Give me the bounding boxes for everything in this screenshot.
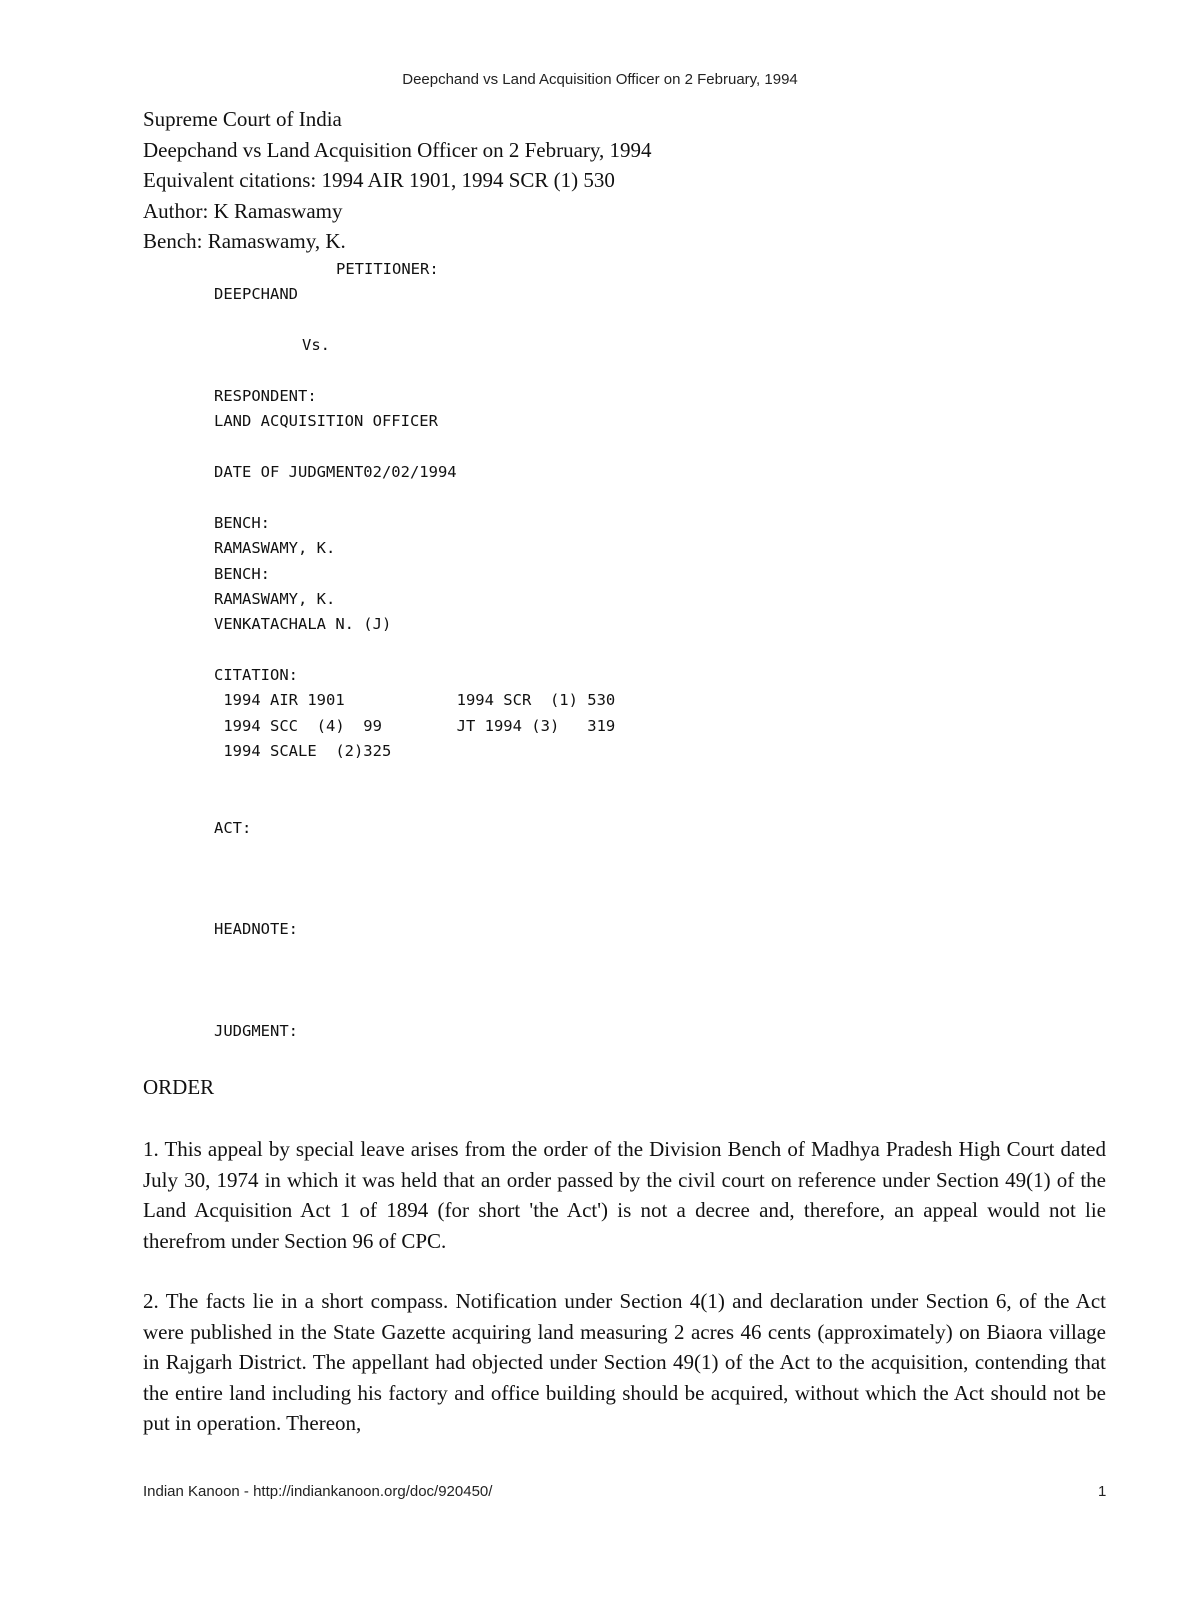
page-number: 1 [1098,1483,1107,1500]
order-heading: ORDER [143,1075,215,1099]
respondent-label: RESPONDENT: [214,387,317,405]
equivalent-citations: Equivalent citations: 1994 AIR 1901, 1994 SCR (1) 530 [143,168,615,192]
bench-label: BENCH: [214,565,270,583]
citation-row: 1994 SCALE (2)325 [214,742,392,760]
running-header: Deepchand vs Land Acquisition Officer on 2 February, 1994 [402,71,798,88]
citation-row: 1994 SCC (4) 99 JT 1994 (3) 319 [214,717,616,735]
court-name: Supreme Court of India [143,107,342,131]
petitioner-name: DEEPCHAND [214,285,298,303]
bench-judge: RAMASWAMY, K. [214,539,336,557]
footer-source: Indian Kanoon - http://indiankanoon.org/doc/920450/ [143,1483,493,1500]
date-of-judgment: DATE OF JUDGMENT02/02/1994 [214,463,457,481]
bench-judge: VENKATACHALA N. (J) [214,615,392,633]
author-line: Author: K Ramaswamy [143,198,343,223]
bench-label: BENCH: [214,514,270,532]
respondent-name: LAND ACQUISITION OFFICER [214,412,438,430]
act-label: ACT: [214,819,252,837]
order-paragraph: 1. This appeal by special leave arises from the order of the Division Bench of Madhya Pradesh High Court dated July 30, 1974 in which it was held that an order passed by the civil court on reference under Section 49(1) of the Land Acquisition Act 1 of 1894 (for short 'the Act') is not a decree and, therefore, an appeal would not lie therefrom under Section 96 of CPC. [143,1137,1106,1253]
document-title: Deepchand vs Land Acquisition Officer on 2 February, 1994 [143,137,652,162]
judgment-label: JUDGMENT: [214,1022,298,1040]
document-metadata [143,104,652,257]
bench-judge: RAMASWAMY, K. [214,590,336,608]
bench-line: Bench: Ramaswamy, K. [143,229,346,253]
order-paragraph: 2. The facts lie in a short compass. Notification under Section 4(1) and declaration under Section 6, of the Act were published in the State Gazette acquiring land measuring 2 acres 46 cents (approximately) on Biaora village in Rajgarh District. The appellant had objected under Section 49(1) of the Act to the acquisition, contending that the entire land including his factory and office building should be acquired, without which the Act should not be put in operation. Thereon, [143,1289,1106,1435]
headnote-label: HEADNOTE: [214,920,298,938]
versus-label: Vs. [302,336,330,354]
citation-label: CITATION: [214,666,298,684]
petitioner-label: PETITIONER: [336,260,439,278]
citation-row: 1994 AIR 1901 1994 SCR (1) 530 [214,691,616,709]
